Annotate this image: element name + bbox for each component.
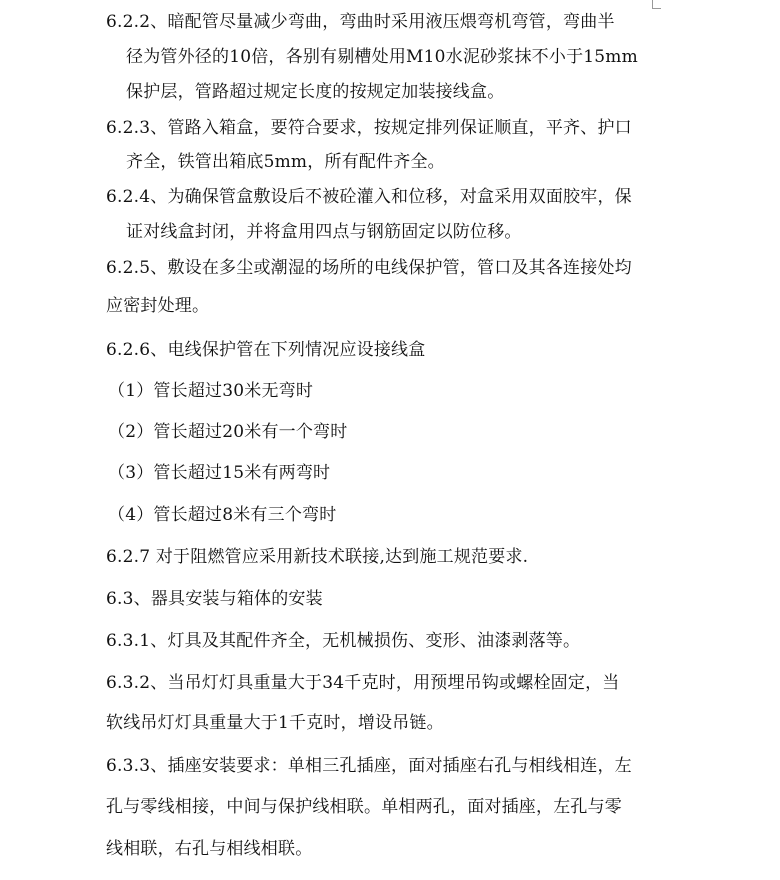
text-line: 6.3.1、灯具及其配件齐全，无机械损伤、变形、油漆剥落等。 xyxy=(106,631,581,651)
text-line: 证对线盒封闭，并将盒用四点与钢筋固定以防位移。 xyxy=(126,222,522,242)
list-item: （4）管长超过8米有三个弯时 xyxy=(108,505,337,525)
page-corner-mark xyxy=(652,0,661,9)
text-line: 6.2.3、管路入箱盒，要符合要求，按规定排列保证顺直，平齐、护口 xyxy=(106,118,632,138)
text-line: 径为管外径的10倍，各别有剔槽处用M10水泥砂浆抹不小于15mm xyxy=(126,47,638,67)
text-line: 6.2.7 对于阻燃管应采用新技术联接,达到施工规范要求. xyxy=(106,547,529,567)
text-line: 保护层，管路超过规定长度的按规定加装接线盒。 xyxy=(126,82,505,102)
text-line: 线相联，右孔与相线相联。 xyxy=(106,839,313,859)
text-line: 6.2.6、电线保护管在下列情况应设接线盒 xyxy=(106,340,426,360)
text-line: 6.2.2、暗配管尽量减少弯曲，弯曲时采用液压煨弯机弯管，弯曲半 xyxy=(106,12,615,32)
text-line: 孔与零线相接，中间与保护线相联。单相两孔，面对插座，左孔与零 xyxy=(106,797,622,817)
text-line: 6.2.4、为确保管盒敷设后不被砼灌入和位移，对盒采用双面胶牢，保 xyxy=(106,187,632,207)
text-line: 6.3.3、插座安装要求：单相三孔插座，面对插座右孔与相线相连，左 xyxy=(106,756,632,776)
list-item: （3）管长超过15米有两弯时 xyxy=(108,463,331,483)
text-line: 齐全，铁管出箱底5mm，所有配件齐全。 xyxy=(126,152,445,172)
text-line: 6.3.2、当吊灯灯具重量大于34千克时，用预埋吊钩或螺栓固定，当 xyxy=(106,673,620,693)
text-line: 6.2.5、敷设在多尘或潮湿的场所的电线保护管，管口及其各连接处均 xyxy=(106,258,632,278)
list-item: （1）管长超过30米无弯时 xyxy=(108,381,314,401)
list-item: （2）管长超过20米有一个弯时 xyxy=(108,422,348,442)
text-line: 软线吊灯灯具重量大于1千克时，增设吊链。 xyxy=(106,713,444,733)
text-line: 应密封处理。 xyxy=(106,296,210,316)
section-heading: 6.3、器具安装与箱体的安装 xyxy=(106,589,323,609)
